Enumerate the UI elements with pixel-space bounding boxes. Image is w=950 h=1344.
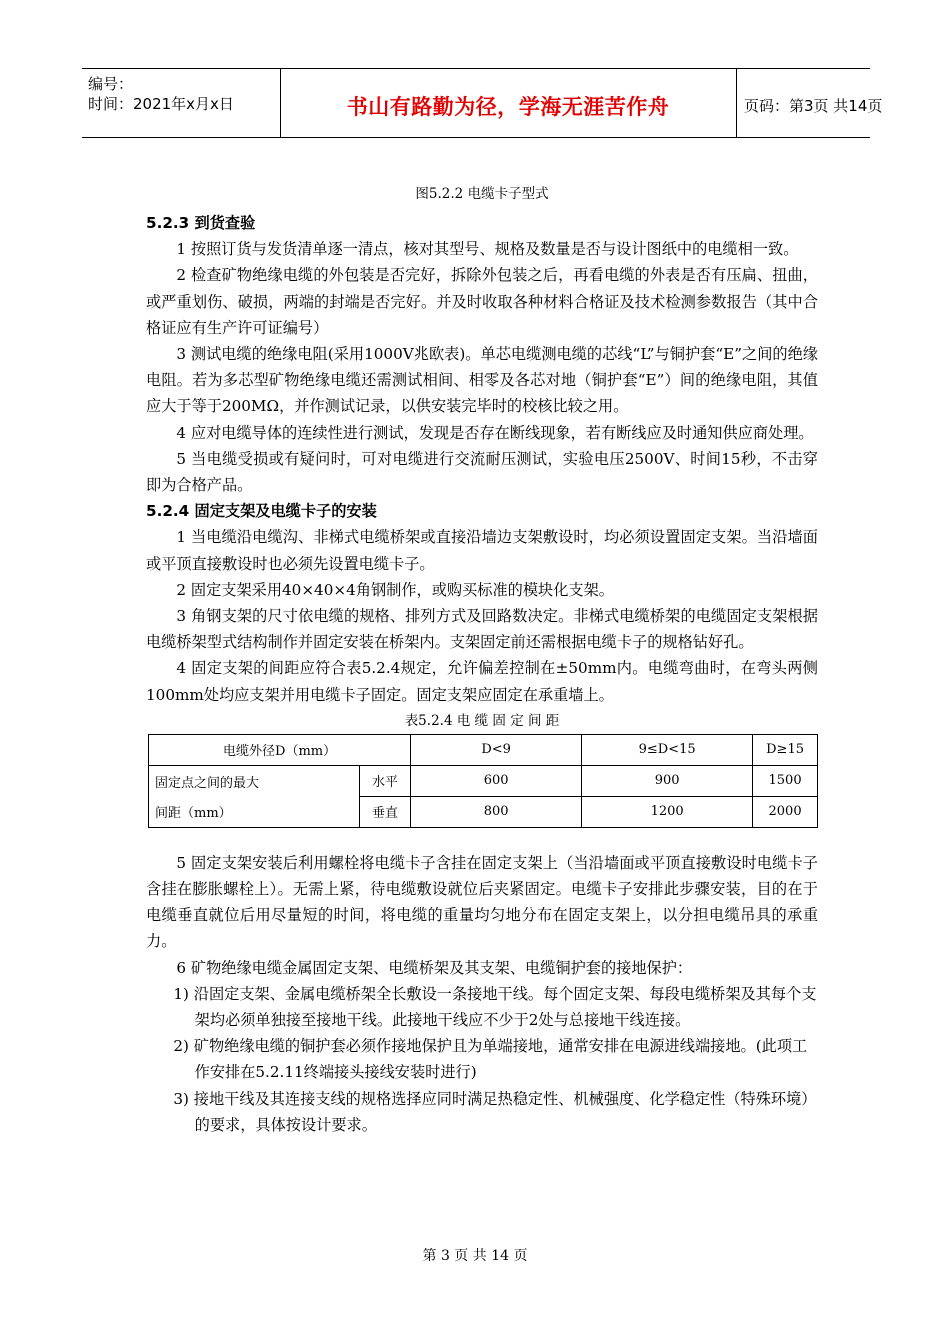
- section-524-subitem-1: 1) 沿固定支架、金属电缆桥架全长敷设一条接地干线。每个固定支架、每段电缆桥架及其每个支架均必须单独接至接地干线。此接地干线应不少于2处与总接地干线连接。: [173, 984, 817, 1030]
- table-row-direction: 水平: [359, 765, 410, 796]
- section-524-item-1: 1 当电缆沿电缆沟、非梯式电缆桥架或直接沿墙边支架敷设时，均必须设置固定支架。当沿墙面或平顶直接敷设时也必须先设置电缆卡子。: [146, 528, 818, 573]
- table-caption: 表5.2.4 电 缆 固 定 间 距: [404, 712, 560, 729]
- page-footer: 第 3 页 共 14 页: [422, 1248, 528, 1264]
- table-header-cell: 电缆外径D（mm）: [149, 734, 411, 765]
- section-523-item-5: 5 当电缆受损或有疑问时，可对电缆进行交流耐压测试，实验电压2500V、时间15秒，不击穿即为合格产品。: [146, 449, 818, 495]
- table-row: [149, 765, 818, 796]
- motto: 书山有路勤为径，学海无涯苦作舟: [346, 95, 670, 119]
- section-523-item-2: 2 检查矿物绝缘电缆的外包装是否完好，拆除外包装之后，再看电缆的外表是否有压扁、扭曲，或严重划伤、破损，两端的封端是否完好。并及时收取各种材料合格证及技术检测参数报告（其中合格证应有生产许可证编号）: [146, 266, 818, 337]
- section-523-item-4: 4 应对电缆导体的连续性进行测试，发现是否存在断线现象，若有断线应及时通知供应商处理。: [176, 423, 814, 442]
- header-motto-cell: [280, 69, 737, 137]
- section-524-item-5: 5 固定支架安装后利用螺栓将电缆卡子含挂在固定支架上（当沿墙面或平顶直接敷设时电缆卡子含挂在膨胀螺栓上）。无需上紧，待电缆敷设就位后夹紧固定。电缆卡子安排此步骤安装，目的在于电缆垂直就位后用尽量短的时间，将电缆的重量均匀地分布在固定支架上，以分担电缆吊具的承重力。: [146, 853, 818, 951]
- table-cell: 800: [411, 796, 582, 827]
- section-523-item-1: 1 按照订货与发货清单逐一清点，核对其型号、规格及数量是否与设计图纸中的电缆相一致。: [176, 240, 799, 259]
- section-524-item-2: 2 固定支架采用40×40×4角钢制作，或购买标准的模块化支架。: [176, 580, 614, 599]
- header-left-cell: [82, 69, 281, 137]
- table-row-direction: 垂直: [359, 796, 410, 827]
- serial-label: 编号：: [88, 75, 134, 93]
- table-row: [149, 796, 818, 827]
- spacing-table: [148, 734, 818, 828]
- table-spacer: [146, 828, 818, 850]
- table-header-cell: D<9: [411, 734, 582, 765]
- time-label: 时间：2021年x月x日: [88, 95, 234, 113]
- section-524-subitem-3: 3) 接地干线及其连接支线的规格选择应同时满足热稳定性、机械强度、化学稳定性（特殊环境）的要求，具体按设计要求。: [173, 1089, 817, 1134]
- section-523-item-3: 3 测试电缆的绝缘电阻(采用1000V兆欧表)。单芯电缆测电缆的芯线“L”与铜护套“E”之间的绝缘电阻。若为多芯型矿物绝缘电缆还需测试相间、相零及各芯对地（铜护套“E”）间的绝缘电阻，其值应大于等于200MΩ，并作测试记录，以供安装完毕时的校核比较之用。: [146, 345, 818, 416]
- table-header-cell: D≥15: [753, 734, 818, 765]
- table-row-label: 固定点之间的最大: [149, 765, 360, 796]
- table-row-label: 间距（mm）: [149, 796, 360, 827]
- table-cell: 1500: [753, 765, 818, 796]
- page-header: [82, 68, 883, 138]
- section-524-title: 5.2.4 固定支架及电缆卡子的安装: [146, 502, 377, 521]
- figure-caption: 图5.2.2 电缆卡子型式: [415, 186, 549, 202]
- header-page-cell: [736, 69, 883, 137]
- section-524-item-4: 4 固定支架的间距应符合表5.2.4规定，允许偏差控制在±50mm内。电缆弯曲时，在弯头两侧100mm处均应支架并用电缆卡子固定。固定支架应固定在承重墙上。: [146, 659, 818, 704]
- document-body: [146, 184, 818, 1138]
- table-cell: 900: [582, 765, 753, 796]
- section-523-title: 5.2.3 到货查验: [146, 214, 256, 232]
- section-524-subitem-2: 2) 矿物绝缘电缆的铜护套必须作接地保护且为单端接地，通常安排在电源进线端接地。(此项工作安排在5.2.11终端接头接线安装时进行): [173, 1037, 808, 1082]
- section-524-item-6: 6 矿物绝缘电缆金属固定支架、电缆桥架及其支架、电缆铜护套的接地保护：: [176, 958, 693, 977]
- page-number-label: 页码：第3页 共14页: [744, 97, 883, 115]
- table-cell: 1200: [582, 796, 753, 827]
- table-cell: 2000: [753, 796, 818, 827]
- table-cell: 600: [411, 765, 582, 796]
- table-header-row: [149, 734, 818, 765]
- section-524-item-3: 3 角钢支架的尺寸依电缆的规格、排列方式及回路数决定。非梯式电缆桥架的电缆固定支架根据电缆桥架型式结构制作并固定安装在桥架内。支架固定前还需根据电缆卡子的规格钻好孔。: [146, 607, 818, 652]
- table-header-cell: 9≤D<15: [582, 734, 753, 765]
